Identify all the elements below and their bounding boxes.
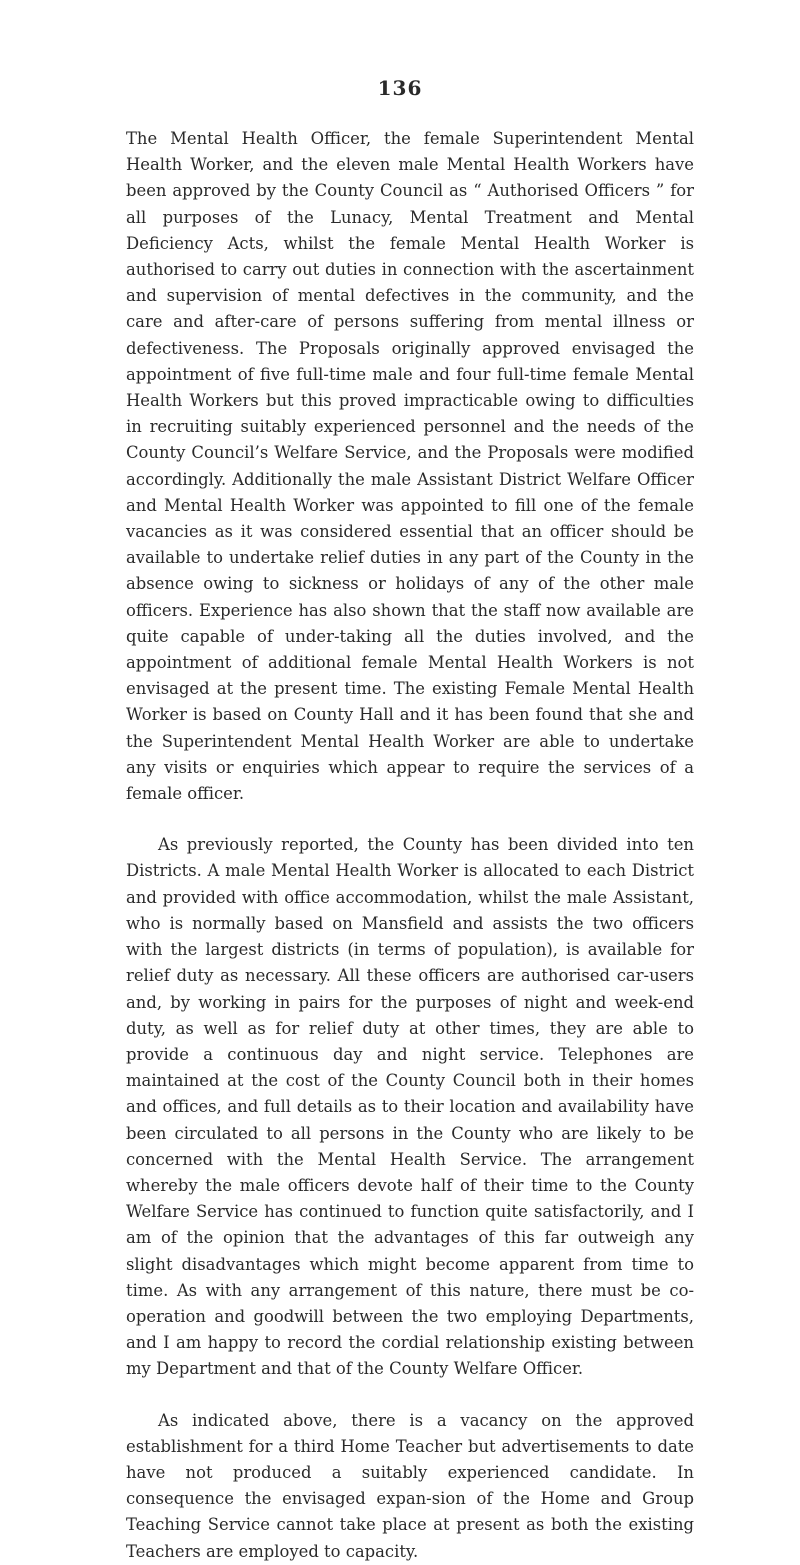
paragraph-authorised-officers: The Mental Health Officer, the female Superintendent Mental Health Worker, and the eleven male Mental Health Workers have been approved by the County Council as “ Authorised Officers ” for all purposes of the Lunacy, Mental Treatment and Mental Deficiency Acts, whilst the female Mental Health Worker is authorised to carry out duties in connection with the ascertainment and supervision of mental defectives in the community, and the care and after-care of persons suffering from mental illness or defectiveness. The Proposals originally approved envisaged the appointment of five full-time male and four full-time female Mental Health Workers but this proved impracticable owing to difficulties in recruiting suitably experienced personnel and the needs of the County Council’s Welfare Service, and the Proposals were modified accordingly. Additionally the male Assistant District Welfare Officer and Mental Health Worker was appointed to fill one of the female vacancies as it was considered essential that an officer should be available to undertake relief duties in any part of the County in the absence owing to sickness or holidays of any of the other male officers. Experience has also shown that the staff now available are quite capable of under-taking all the duties involved, and the appointment of additional female Mental Health Workers is not envisaged at the present time. The existing Female Mental Health Worker is based on County Hall and it has been found that she and the Superintendent Mental Health Worker are able to undertake any visits or enquiries which appear to require the services of a female officer. bbox=[126, 129, 694, 804]
paragraph-home-teacher: As indicated above, there is a vacancy on the approved establishment for a third Home Teacher but advertisements to date have not produced a suitably experienced candidate. In consequence the envisaged expan-sion of the Home and Group Teaching Service cannot take place at present as both the existing Teachers are employed to capacity. bbox=[126, 1410, 694, 1561]
paragraph-districts: As previously reported, the County has been divided into ten Districts. A male Mental Health Worker is allocated to each District and provided with office accommodation, whilst the male Assistant, who is normally based on Mansfield and assists the two officers with the largest districts (in terms of population), is available for relief duty as necessary. All these officers are authorised car-users and, by working in pairs for the purposes of night and week-end duty, as well as for relief duty at other times, they are able to provide a continuous day and night service. Telephones are maintained at the cost of the County Council both in their homes and offices, and full details as to their location and availability have been circulated to all persons in the County who are likely to be concerned with the Mental Health Service. The arrangement whereby the male officers devote half of their time to the County Welfare Service has continued to function quite satisfactorily, and I am of the opinion that the advantages of this far outweigh any slight disadvantages which might become apparent from time to time. As with any arrangement of this nature, there must be co-operation and goodwill between the two employing Departments, and I am happy to record the cordial relationship existing between my Department and that of the County Welfare Officer. bbox=[126, 835, 694, 1379]
page-number: 136 bbox=[377, 76, 423, 100]
body-text bbox=[126, 126, 694, 1565]
